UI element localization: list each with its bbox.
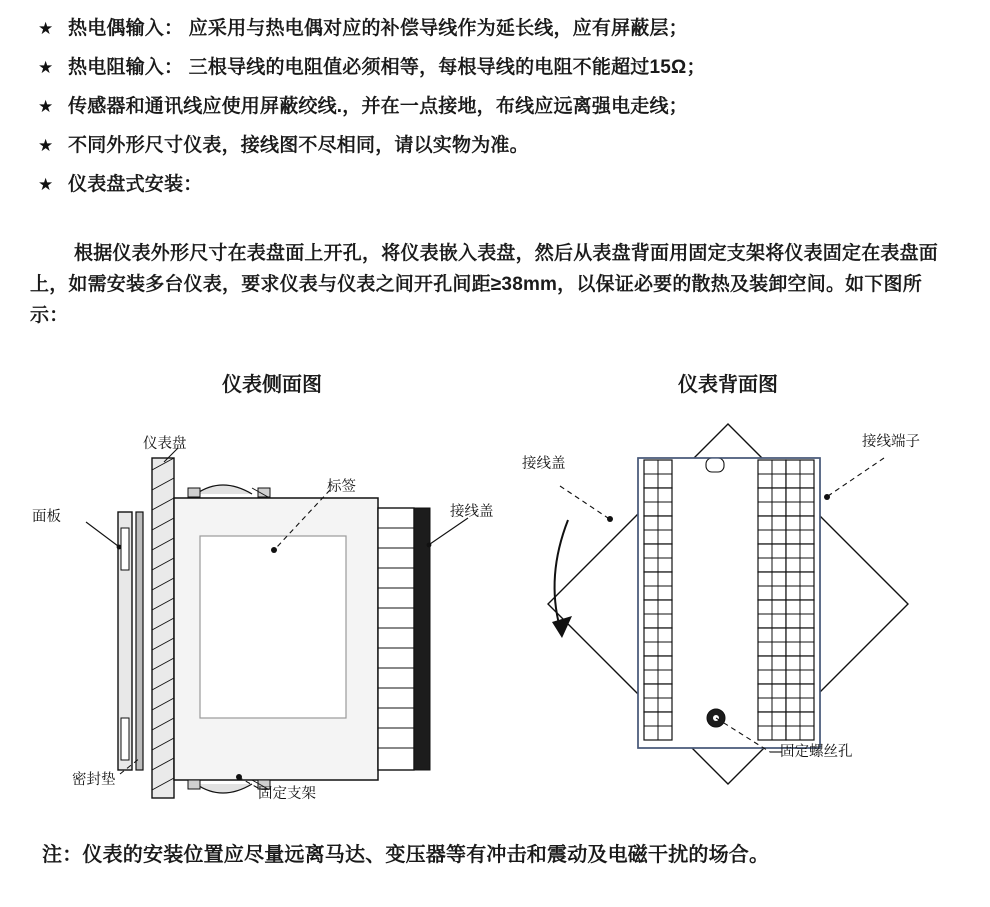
back-view-title: 仪表背面图 [678,374,778,396]
label-wiring-cover-back: 接线盖 [522,456,566,472]
list-item [38,55,958,81]
list-item [38,133,958,159]
label-wiring-cover-side: 接线盖 [450,504,494,520]
star-icon: ★ [38,58,54,77]
label-seal-gasket: 密封垫 [72,772,116,788]
list-item [38,172,958,198]
star-icon: ★ [38,136,54,155]
side-view-group [86,448,468,798]
label-panel-board: 仪表盘 [143,436,187,452]
list-item-label: 仪表盘式安装： [68,174,203,195]
star-icon: ★ [38,97,54,116]
label-fixing-bracket: 固定支架 [258,786,316,802]
star-icon: ★ [38,175,54,194]
figure-diagrams [0,400,990,820]
list-item-label: 不同外形尺寸仪表，接线图不尽相同，请以实物为准。 [68,135,529,156]
label-wiring-terminal: 接线端子 [862,434,920,450]
installation-paragraph: 根据仪表外形尺寸在表盘面上开孔，将仪表嵌入表盘，然后从表盘背面用固定支架将仪表固定在表盘面上，如需安装多台仪表，要求仪表与仪表之间开孔间距≥38mm，以保证必要的散热及装卸空间。如下图所示： [30,243,939,326]
label-tag: 标签 [327,479,356,495]
star-icon: ★ [38,19,54,38]
side-view-title: 仪表侧面图 [222,374,322,396]
list-item-label: 热电偶输入： 应采用与热电偶对应的补偿导线作为延长线，应有屏蔽层； [68,18,688,39]
list-item-label: 传感器和通讯线应使用屏蔽绞线.，并在一点接地，布线应远离强电走线； [68,96,688,117]
list-item [38,16,958,42]
label-screw-hole: 固定螺丝孔 [780,744,853,760]
label-front-panel: 面板 [32,509,61,525]
list-item [38,94,958,120]
list-item-label: 热电阻输入： 三根导线的电阻值必须相等，每根导线的电阻不能超过15Ω； [68,57,706,78]
note-text: 注：仪表的安装位置应尽量远离马达、变压器等有冲击和震动及电磁干扰的场合。 [42,844,770,866]
bullet-list [38,16,958,211]
back-view-group [548,424,908,784]
